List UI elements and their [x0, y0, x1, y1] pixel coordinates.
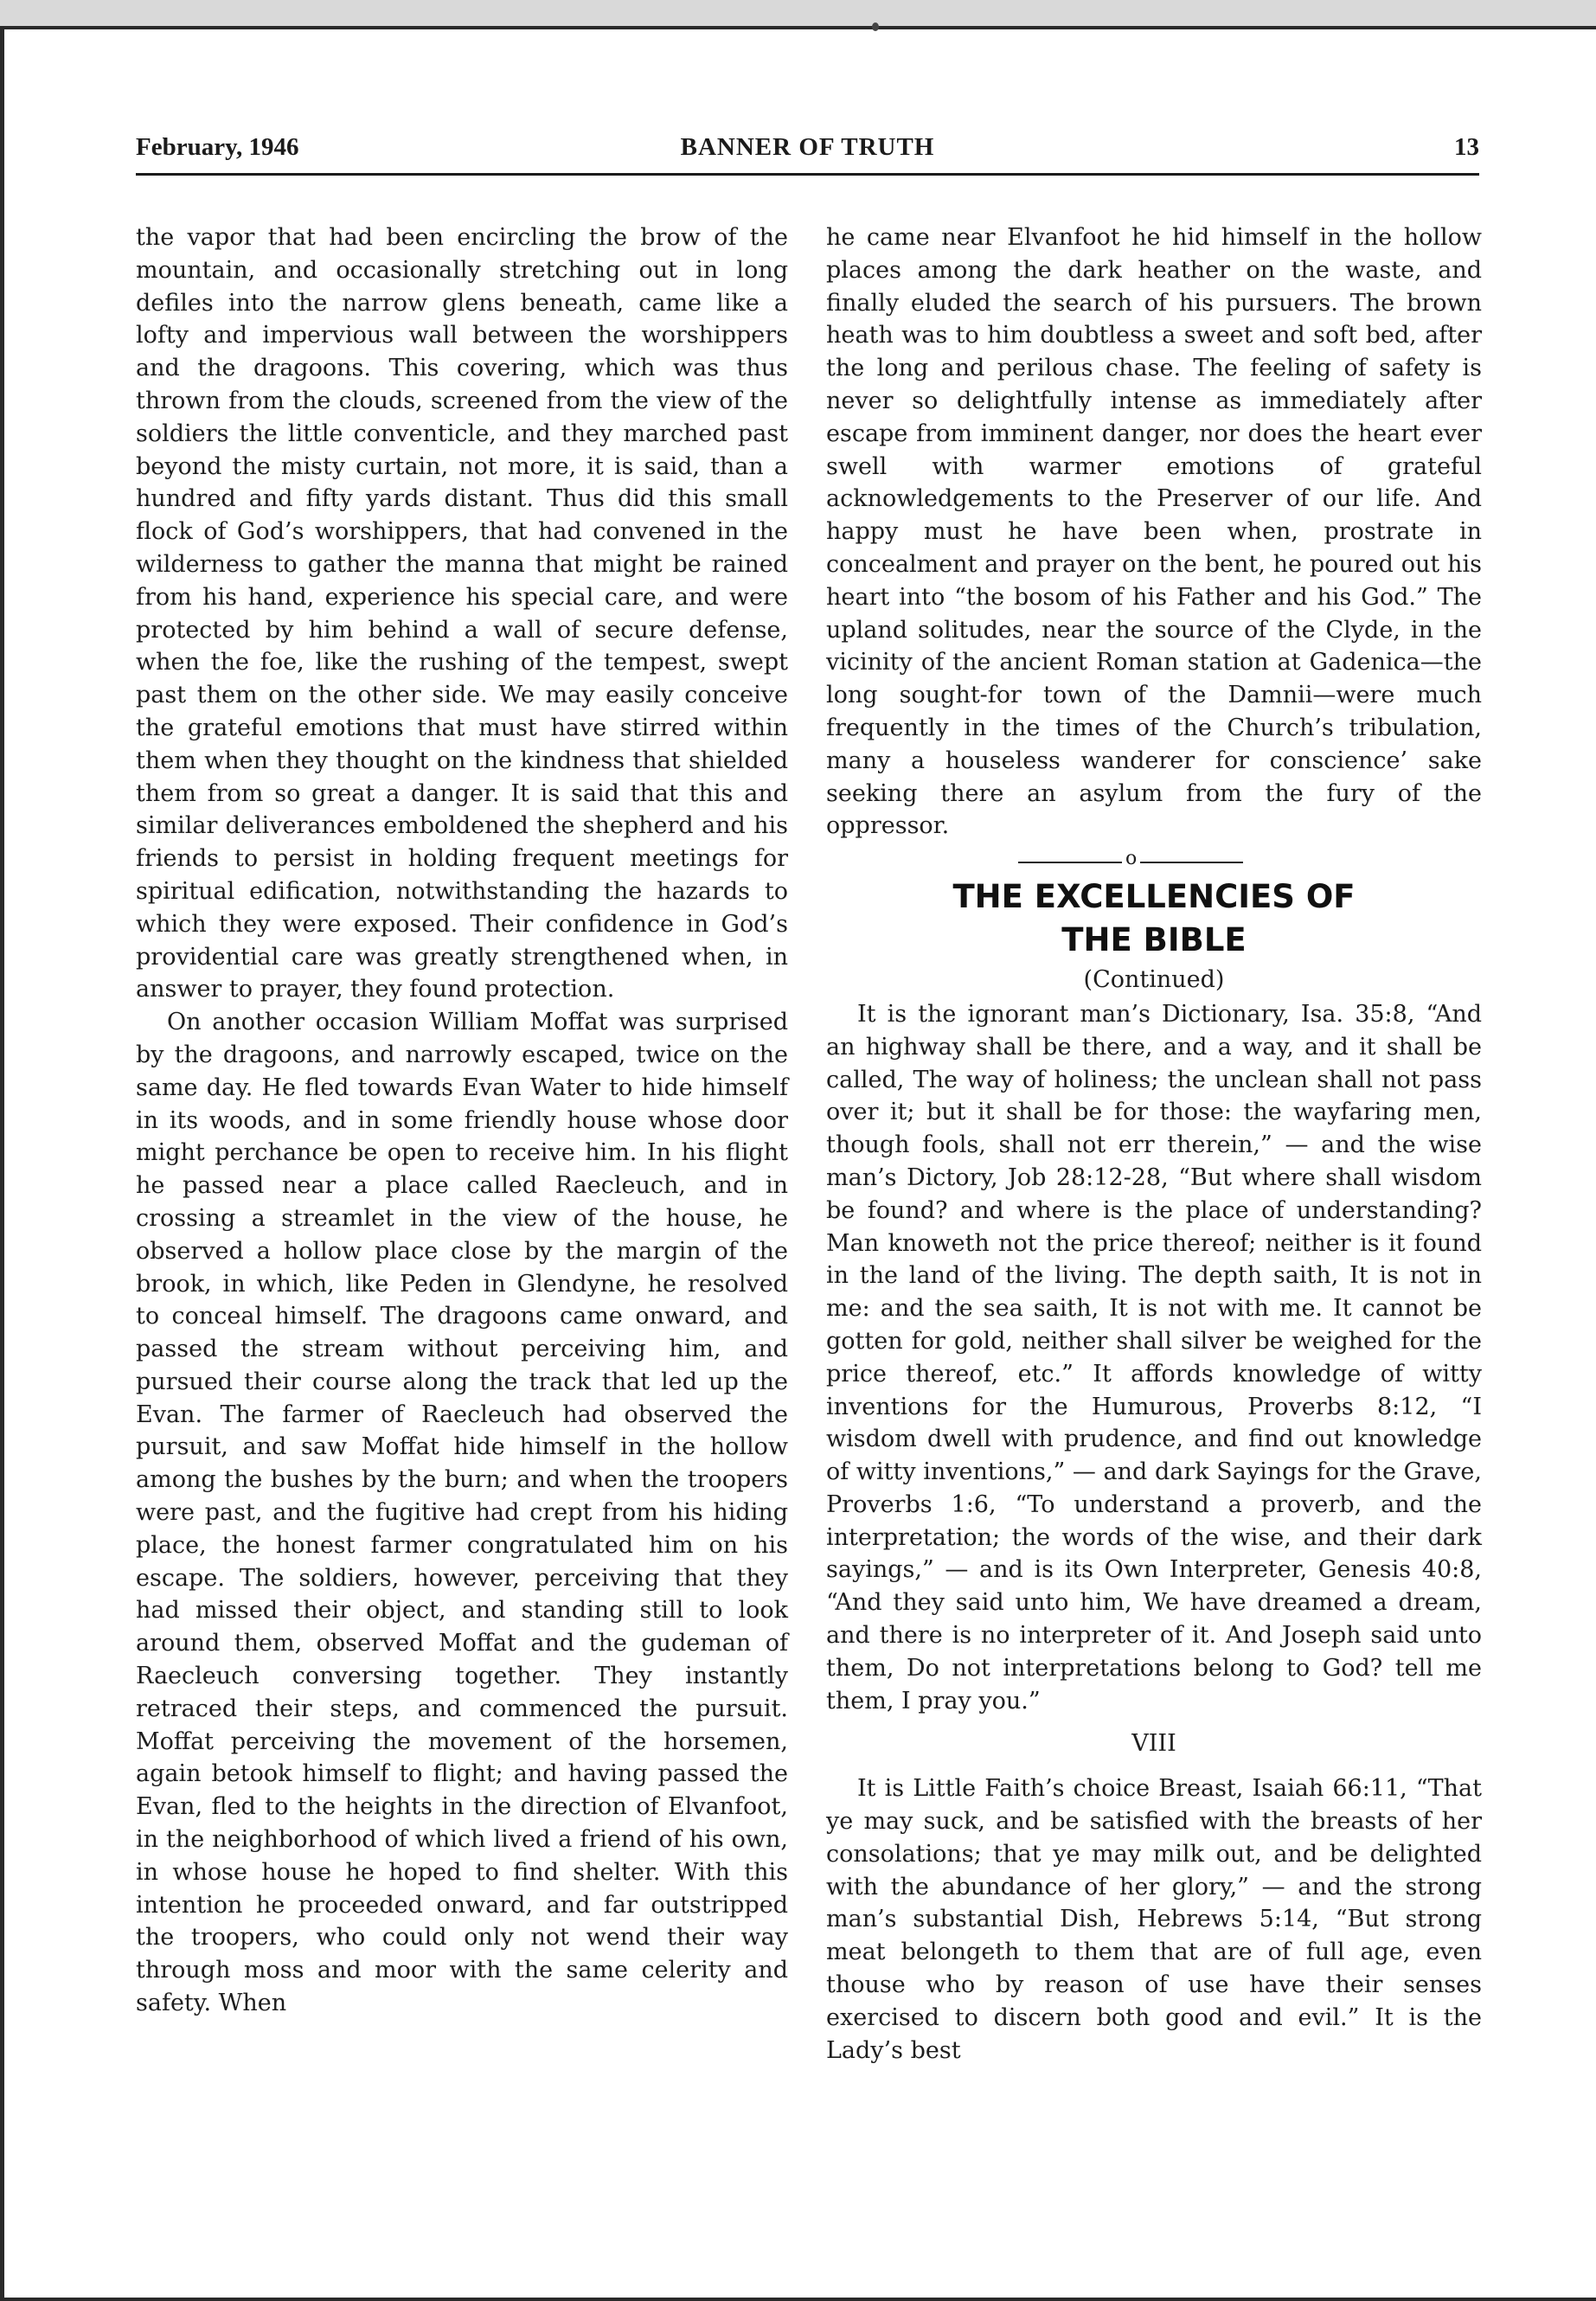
page-number: 13	[1454, 133, 1479, 161]
publication-title: BANNER OF TRUTH	[680, 133, 935, 161]
section-number: VIII	[1131, 1730, 1176, 1758]
magazine-page	[0, 26, 1596, 2301]
right-column	[826, 221, 1482, 2067]
paragraph-continued: the vapor that had been encircling the brow of the mountain, and occasionally stretching out in long defiles into the narrow glens beneath, came like a lofty and impervious wall between the worshippers and the dragoons. This covering, which was thus thrown from the clouds, screened from the view of the soldiers the little conventicle, and they marched past beyond the misty curtain, not more, it is said, than a hundred and fifty yards distant. Thus did this small flock of God’s worshippers, that had convened in the wilderness to gather the manna that might be rained from his hand, experience his special care, and were protected by him behind a wall of secure defense, when the foe, like the rushing of the tempest, swept past them on the other side. We may easily conceive the grateful emotions that must have stirred within them when they thought on the kindness that shielded them from so great a danger. It is said that this and similar deliverances emboldened the shepherd and his friends to persist in holding frequent meetings for spiritual edification, notwithstanding the hazards to which they were exposed. Their confidence in God’s providential care was greatly strengthened when, in answer to prayer, they found protection.	[136, 224, 788, 1003]
paragraph-moffat-escape: On another occasion William Moffat was surprised by the dragoons, and narrowly escaped, twice on the same day. He fled towards Evan Water to hide himself in its woods, and in some friendly house whose door might perchance be open to receive him. In his flight he passed near a place called Raecleuch, and in crossing a streamlet in the view of the house, he observed a hollow place close by the margin of the brook, in which, like Peden in Glendyne, he resolved to conceal himself. The dragoons came onward, and passed the stream without perceiving him, and pursued their course along the track that led up the Evan. The farmer of Raecleuch had observed the pursuit, and saw Moffat hide himself in the hollow among the bushes by the burn; and when the troopers were past, and the fugitive had crept from his hiding place, the honest farmer congratulated him on his escape. The soldiers, however, perceiving that they had missed their object, and standing still to look around them, observed Moffat and the gudeman of Raecleuch conversing together. They instantly retraced their steps, and commenced the pursuit. Moffat perceiving the movement of the horsemen, again betook himself to flight; and having passed the Evan, fled to the heights in the direction of Elvanfoot, in the neighborhood of which lived a friend of his own, in whose house he hoped to find shelter. With this intention he proceeded onward, and far outstripped the troopers, who could only not wend their way through moss and moor with the same celerity and safety. When	[136, 1009, 788, 2017]
separator-mark: o	[1122, 848, 1140, 870]
continued-label: (Continued)	[1083, 966, 1225, 994]
article-title-line-1: THE EXCELLENCIES OF	[952, 878, 1356, 916]
scan-speck	[872, 22, 879, 31]
article-title-line-2: THE BIBLE	[1061, 921, 1247, 959]
article-paragraph: It is the ignorant man’s Dictionary, Isa. 35:8, “And an highway shall be there, and a way, and it shall be called, The way of holiness; the unclean shall not pass over it; but it shall be for those: the wayfaring men, though fools, shall not err therein,” — and the wise man’s Dictory, Job 28:12-28, “But where shall wisdom be found? and where is the place of understanding? Man knoweth not the price thereof; neither is it found in the land of the living. The depth saith, It is not in me: and the sea saith, It is not with me. It cannot be gotten for gold, neither shall silver be weighed for the price thereof, etc.” It affords knowledge of witty inventions for the Humurous, Proverbs 8:12, “I wisdom dwell with prudence, and find out knowledge of witty inventions,” — and dark Sayings for the Grave, Proverbs 1:6, “To understand a proverb, and the interpretation; the words of the wise, and their dark sayings,” — and is its Own Interpreter, Genesis 40:8, “And they said unto him, We have dreamed a dream, and there is no interpreter of it. And Joseph said unto them, Do not interpretations belong to God? tell me them, I pray you.”	[826, 1000, 1482, 1715]
article-paragraph: It is Little Faith’s choice Breast, Isaiah 66:11, “That ye may suck, and be satisfied with the breasts of her consolations; that ye may milk out, and be delighted with the abundance of her glory,” — and the strong man’s substantial Dish, Hebrews 5:14, “But strong meat belongeth to them that are of full age, even thouse who by reason of use have their senses exercised to discern both good and evil.” It is the Lady’s best	[826, 1775, 1482, 2064]
issue-date: February, 1946	[136, 133, 299, 161]
left-column	[136, 221, 788, 2020]
running-header	[136, 133, 1479, 176]
article-title	[826, 875, 1482, 962]
paragraph-elvanfoot: he came near Elvanfoot he hid himself in the hollow places among the dark heather on the waste, and finally eluded the search of his pursuers. The brown heath was to him doubtless a sweet and soft bed, after the long and perilous chase. The feeling of safety is never so delightfully intense as immediately after escape from imminent danger, nor does the heart ever swell with warmer emotions of grateful acknowledgements to the Preserver of our life. And happy must he have been when, prostrate in concealment and prayer on the bent, he poured out his heart into “the bosom of his Father and his God.” The upland solitudes, near the source of the Clyde, in the vicinity of the ancient Roman station at Gadenica—the long sought-for town of the Damnii—were much frequently in the times of the Church’s tribulation, many a houseless wanderer for conscience’ sake seeking there an asylum from the fury of the oppressor.	[826, 224, 1482, 840]
section-separator	[826, 849, 1482, 874]
